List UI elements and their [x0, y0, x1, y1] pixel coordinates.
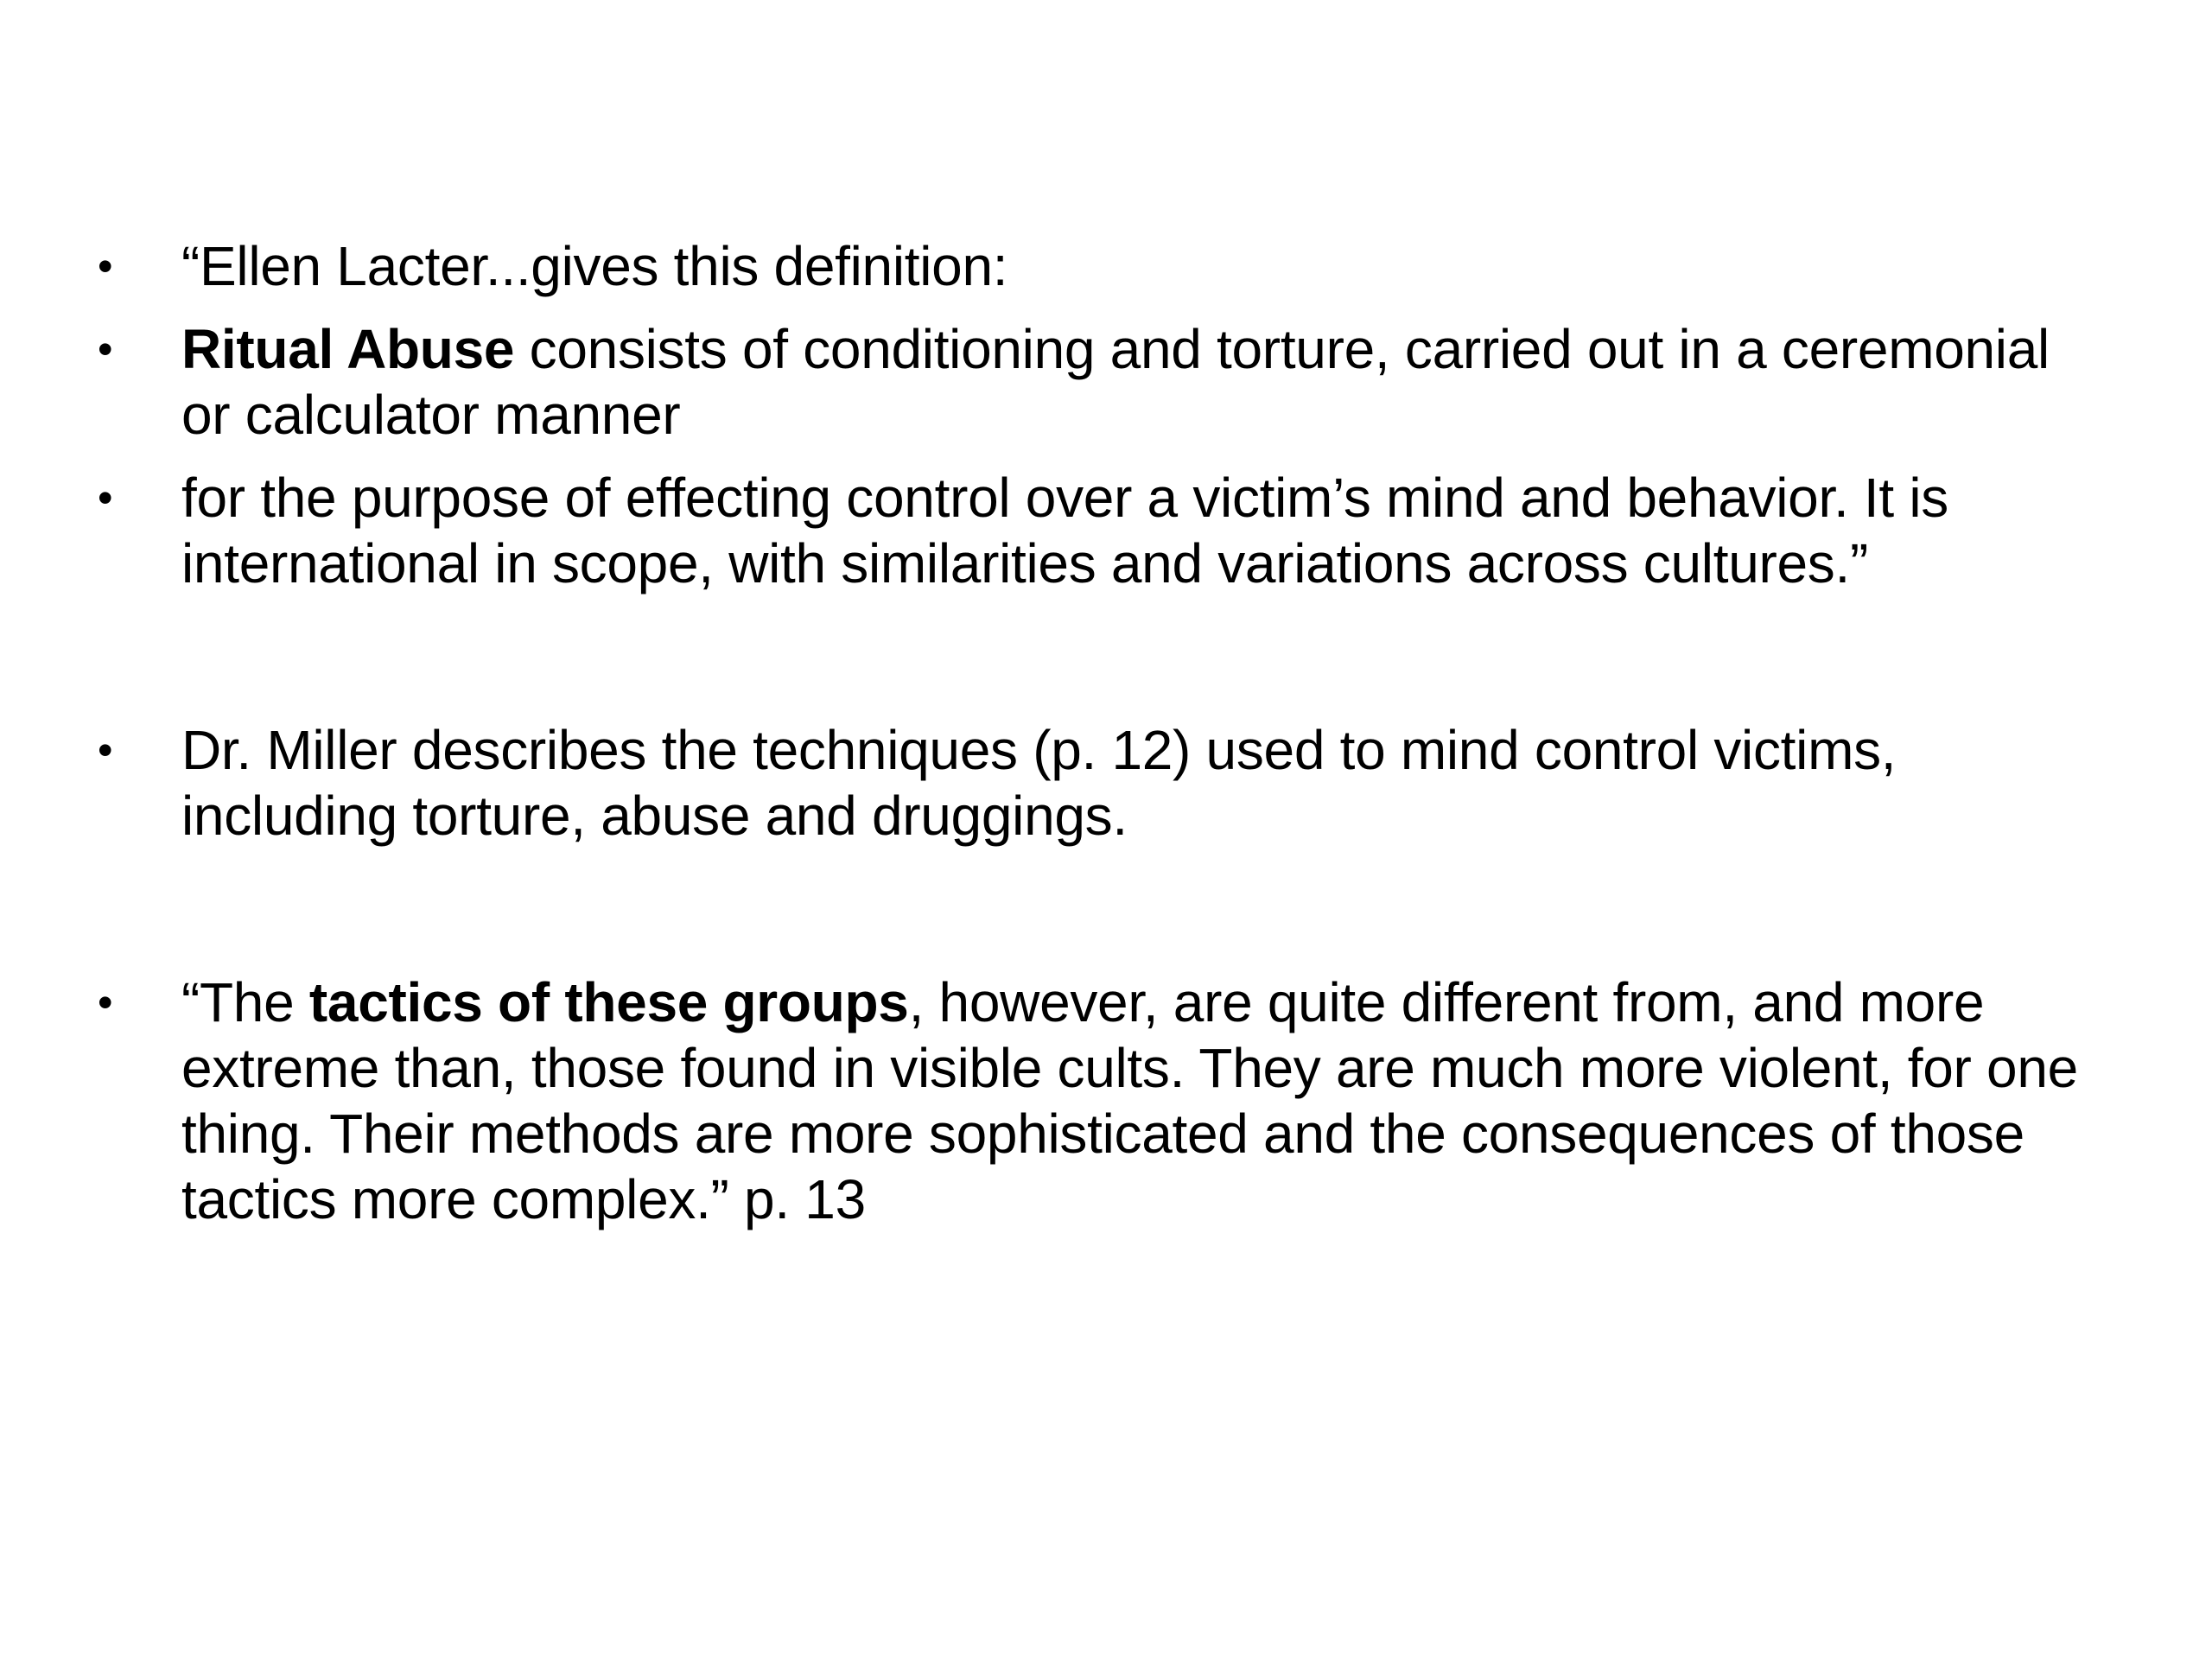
bullet-item-tactics-quote	[0, 969, 2212, 1232]
bullet-bold-term: Ritual Abuse	[181, 318, 515, 380]
bullet-list	[0, 233, 2212, 1249]
bullet-dot: •	[98, 242, 113, 290]
bullet-dot: •	[98, 325, 113, 373]
bullet-prefix: “The	[181, 971, 309, 1033]
bullet-item-ritual-abuse	[0, 316, 2212, 448]
bullet-text: Dr. Miller describes the techniques (p. 12) used to mind control victims, including torture, abuse and druggings.	[181, 719, 1897, 847]
bullet-item-dr-miller	[0, 717, 2212, 849]
bullet-item-definition-intro	[0, 233, 2212, 299]
bullet-text: consists of conditioning and torture, carried out in a ceremonial or calculator manner	[181, 318, 2050, 446]
bullet-text: for the purpose of effecting control over a victim’s mind and behavior. It is international in scope, with similarities and variations across cultures.”	[181, 467, 1948, 594]
bullet-text: “Ellen Lacter...gives this definition:	[181, 235, 1008, 297]
bullet-bold-term: tactics of these groups	[308, 971, 909, 1033]
bullet-dot: •	[98, 726, 113, 774]
bullet-item-purpose	[0, 465, 2212, 596]
bullet-text: , however, are quite different from, and more extreme than, those found in visible cults. They are much more violent, for one thing. Their methods are more sophisticated and the consequences of those tactics more complex.” p. 13	[181, 971, 2078, 1230]
bullet-dot: •	[98, 978, 113, 1027]
bullet-dot: •	[98, 474, 113, 522]
